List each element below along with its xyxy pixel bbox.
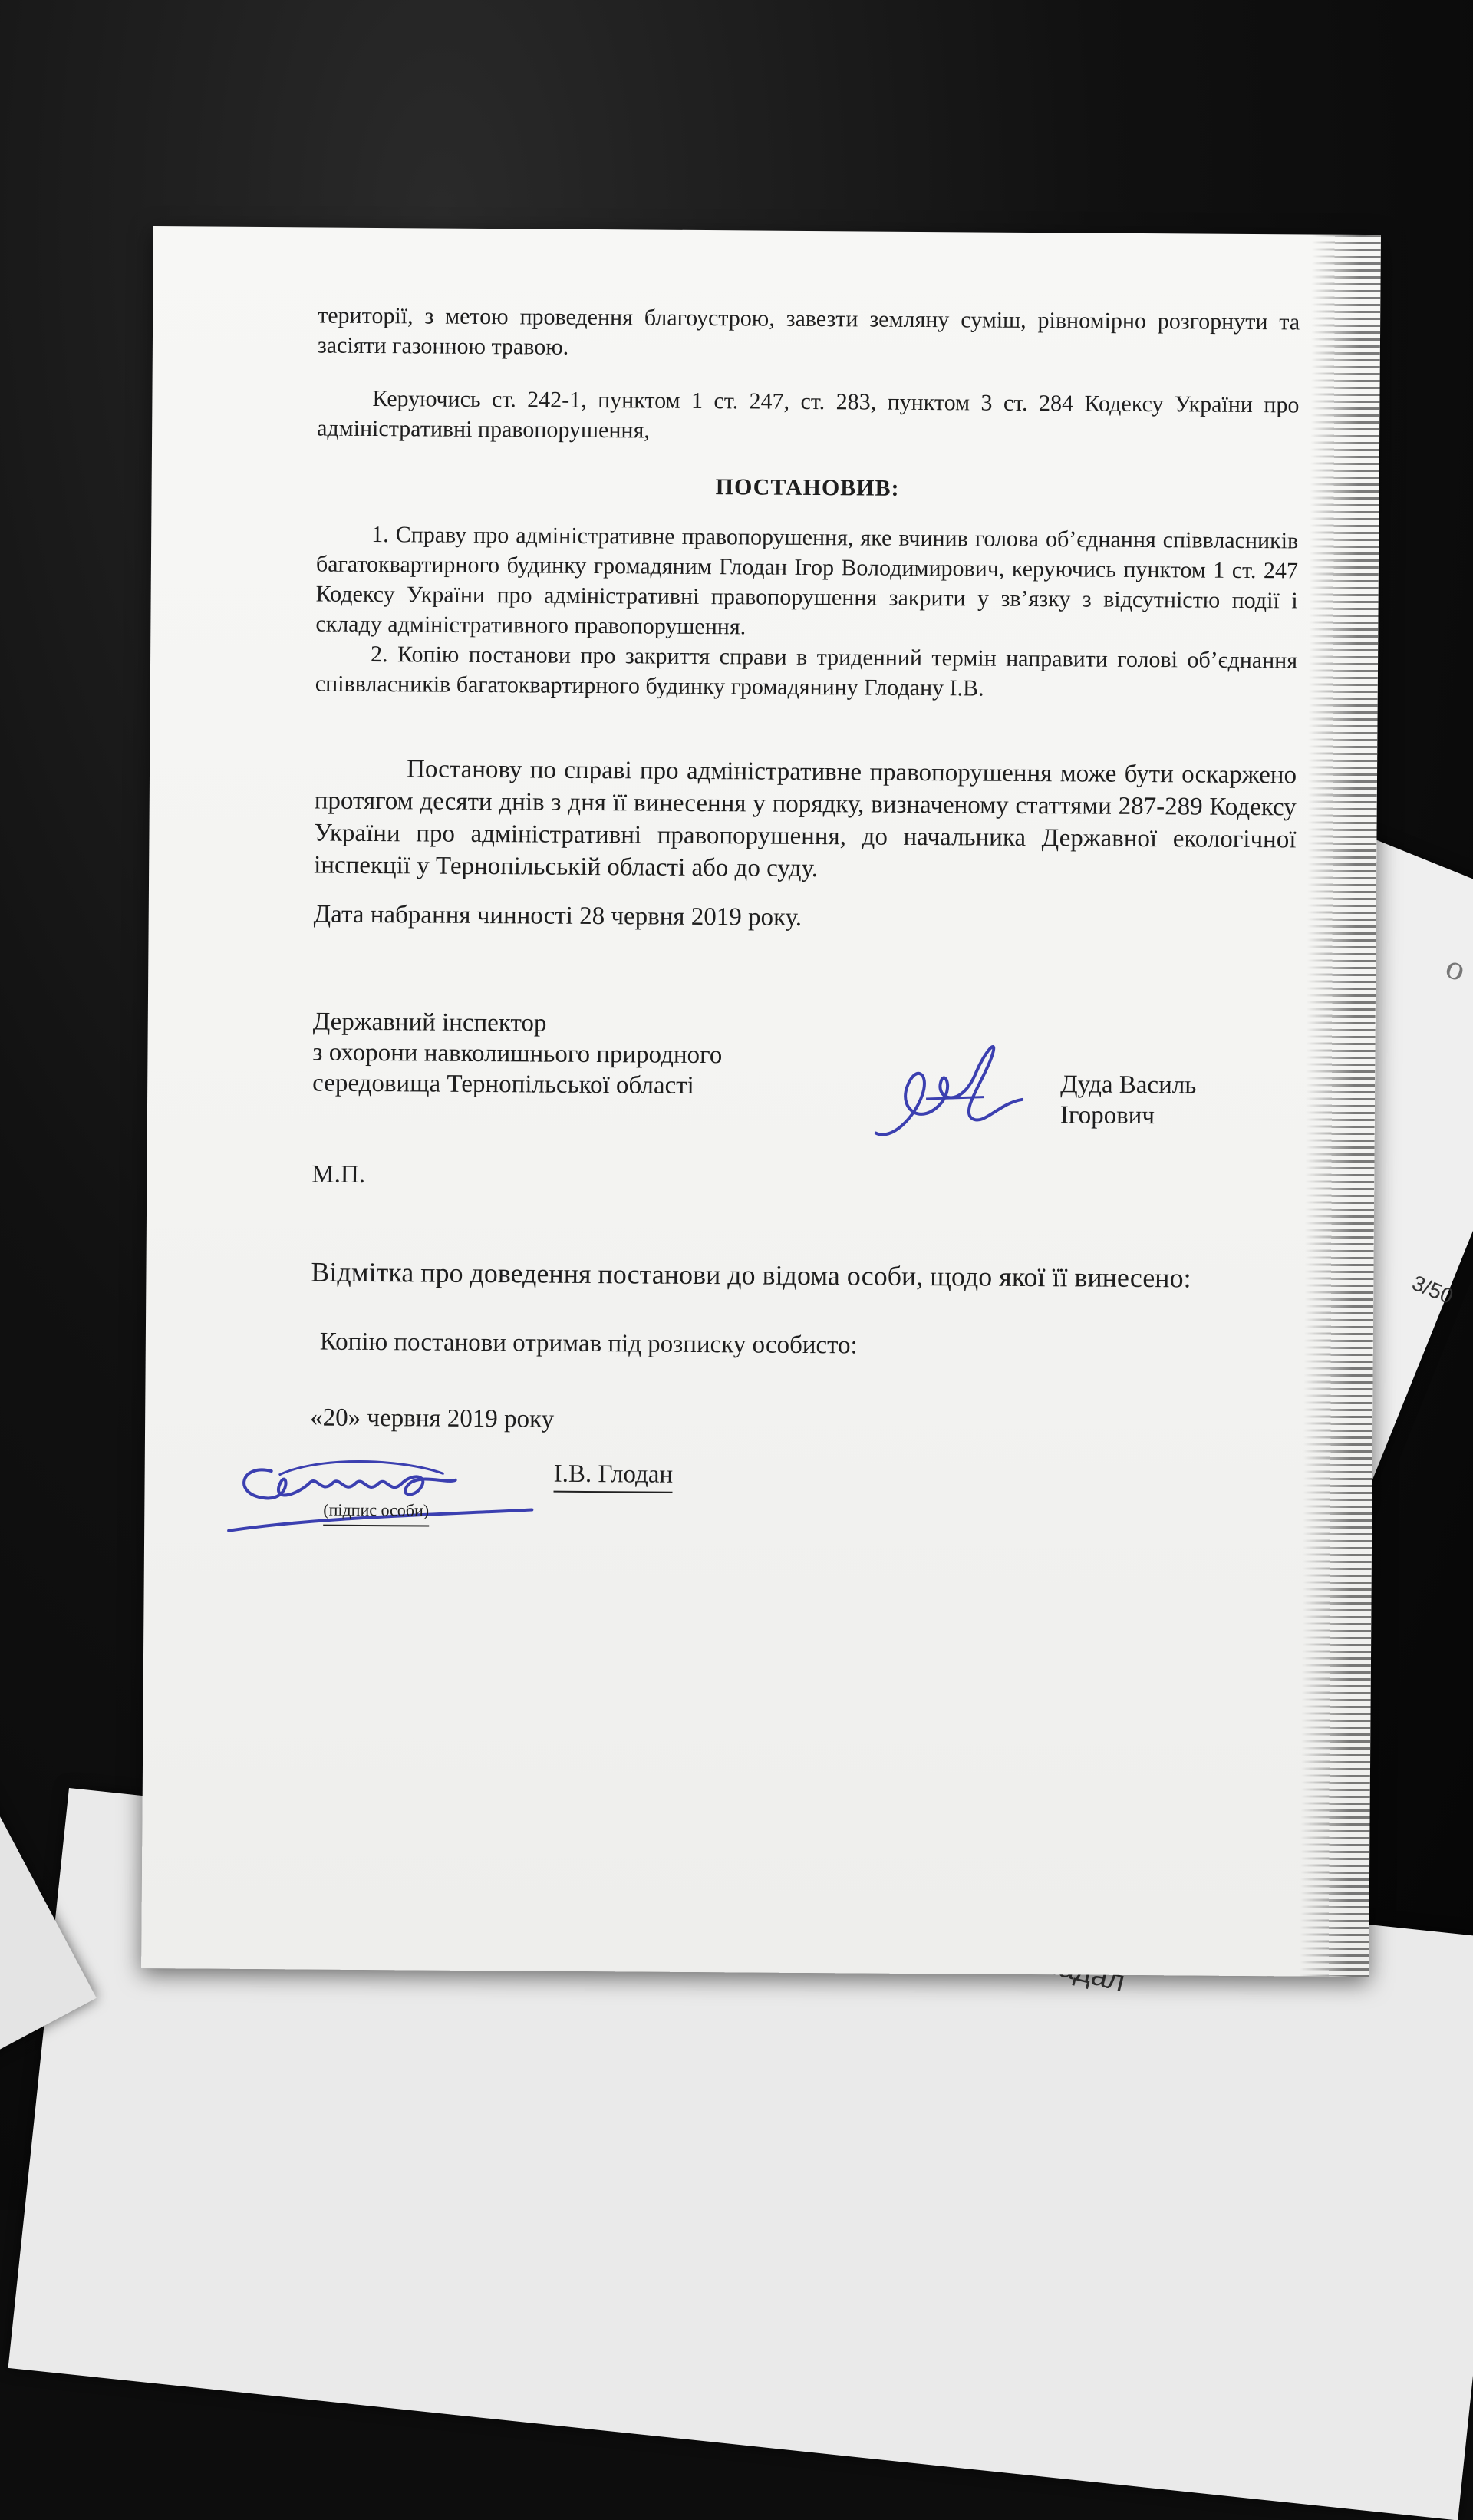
recipient-signature — [225, 1440, 548, 1542]
decision-heading: ПОСТАНОВИВ: — [715, 474, 900, 501]
decision-item-2: 2. Копію постанови про закриття справи в триденний термін направити голові об’єднання співвласників багатоквартирного будинку громадянину Глодану І.В. — [315, 641, 1298, 701]
inspector-signature — [868, 1026, 1030, 1150]
paragraph-top: території, з метою проведення благоустрою, завезти земляну суміш, рівномірно розгорнути та засіяти газонною травою. — [317, 302, 1300, 360]
paragraph-legal-basis: Керуючись ст. 242-1, пунктом 1 ст. 247, ст. 283, пунктом 3 ст. 284 Кодексу України про адміністративні правопорушення, — [317, 385, 1300, 444]
recipient-signature-caption: (підпис особи) — [323, 1495, 429, 1527]
inspector-signature-block — [312, 1006, 1295, 1130]
recipient-signature-row — [309, 1456, 1292, 1547]
decision-item-1: 1. Справу про адміністративне правопорушення, яке вчинив голова об’єднання співвласників багатоквартирного будинку громадяним Глодан Ігор Володимирович, керуючись пунктом 1 ст. 247 Кодексу України про адміністративні правопорушення закрити у зв’язку з відсутністю події і складу адміністративного правопорушення. — [315, 521, 1299, 640]
main-document-page — [141, 226, 1381, 1977]
inspector-name: Дуда Василь Ігорович — [1059, 1070, 1197, 1130]
inspector-title — [312, 1006, 723, 1101]
stamp-place-mark: М.П. — [311, 1160, 366, 1189]
effective-date: Дата набрання чинності 28 червня 2019 року. — [313, 900, 802, 932]
photocopy-edge-artifact — [1300, 235, 1381, 1977]
inspector-title-line-1: Державний інспектор — [312, 1008, 547, 1037]
receipt-note: Відмітка про доведення постанови до відома особи, щодо якої її винесено: — [311, 1256, 1191, 1294]
inspector-title-line-3: середовища Тернопільської області — [312, 1069, 694, 1100]
recipient-name: І.В. Глодан — [553, 1460, 673, 1493]
inspector-title-line-2: з охорони навколишнього природного — [312, 1038, 723, 1070]
copy-received-note: Копію постанови отримав під розписку особисто: — [319, 1328, 858, 1360]
appeal-paragraph: Постанову по справі про адміністративне правопорушення може бути оскаржено протягом десяти днів з дня її винесення у порядку, визначеному статтями 287-289 Кодексу України про адміністративні правопорушення, до начальника Державної екологічної інспекції у Тернопільській області або до суду. — [314, 755, 1297, 883]
received-date: «20» червня 2019 року — [310, 1403, 555, 1433]
background-sheet-number: 3/50 — [1409, 1270, 1457, 1309]
document-body — [309, 300, 1300, 1547]
background-circle-mark: o — [1440, 949, 1471, 989]
